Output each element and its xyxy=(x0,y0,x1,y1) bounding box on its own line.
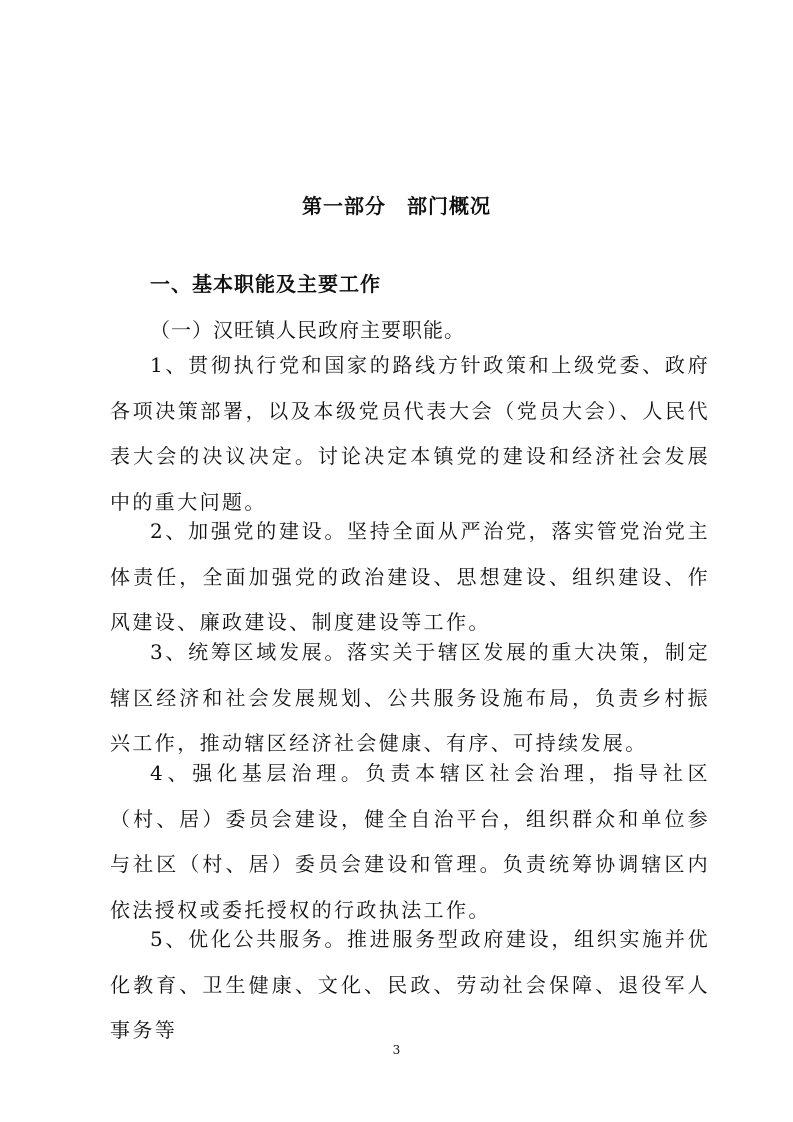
paragraph: 1、贯彻执行党和国家的路线方针政策和上级党委、政府各项决策部署，以及本级党员代表大会（党员大会）、人民代表大会的决议决定。讨论决定本镇党的建设和经济社会发展中的重大问题。 xyxy=(110,353,710,514)
paragraph: 5、优化公共服务。推进服务型政府建设，组织实施并优化教育、卫生健康、文化、民政、劳动社会保障、退役军人事务等 xyxy=(110,927,710,1042)
paragraph: 4、强化基层治理。负责本辖区社会治理，指导社区（村、居）委员会建设，健全自治平台，组织群众和单位参与社区（村、居）委员会建设和管理。负责统筹协调辖区内依法授权或委托授权的行政执法工作。 xyxy=(110,761,710,922)
page-number: 3 xyxy=(392,1043,401,1057)
subheading: （一）汉旺镇人民政府主要职能。 xyxy=(150,318,465,342)
paragraph: 3、统筹区域发展。落实关于辖区发展的重大决策，制定辖区经济和社会发展规划、公共服务设施布局，负责乡村振兴工作，推动辖区经济社会健康、有序、可持续发展。 xyxy=(110,640,710,755)
paragraph: 2、加强党的建设。坚持全面从严治党，落实管党治党主体责任，全面加强党的政治建设、思想建设、组织建设、作风建设、廉政建设、制度建设等工作。 xyxy=(110,519,710,634)
section-heading: 一、基本职能及主要工作 xyxy=(150,272,381,296)
part-title: 第一部分 部门概况 xyxy=(302,194,491,218)
